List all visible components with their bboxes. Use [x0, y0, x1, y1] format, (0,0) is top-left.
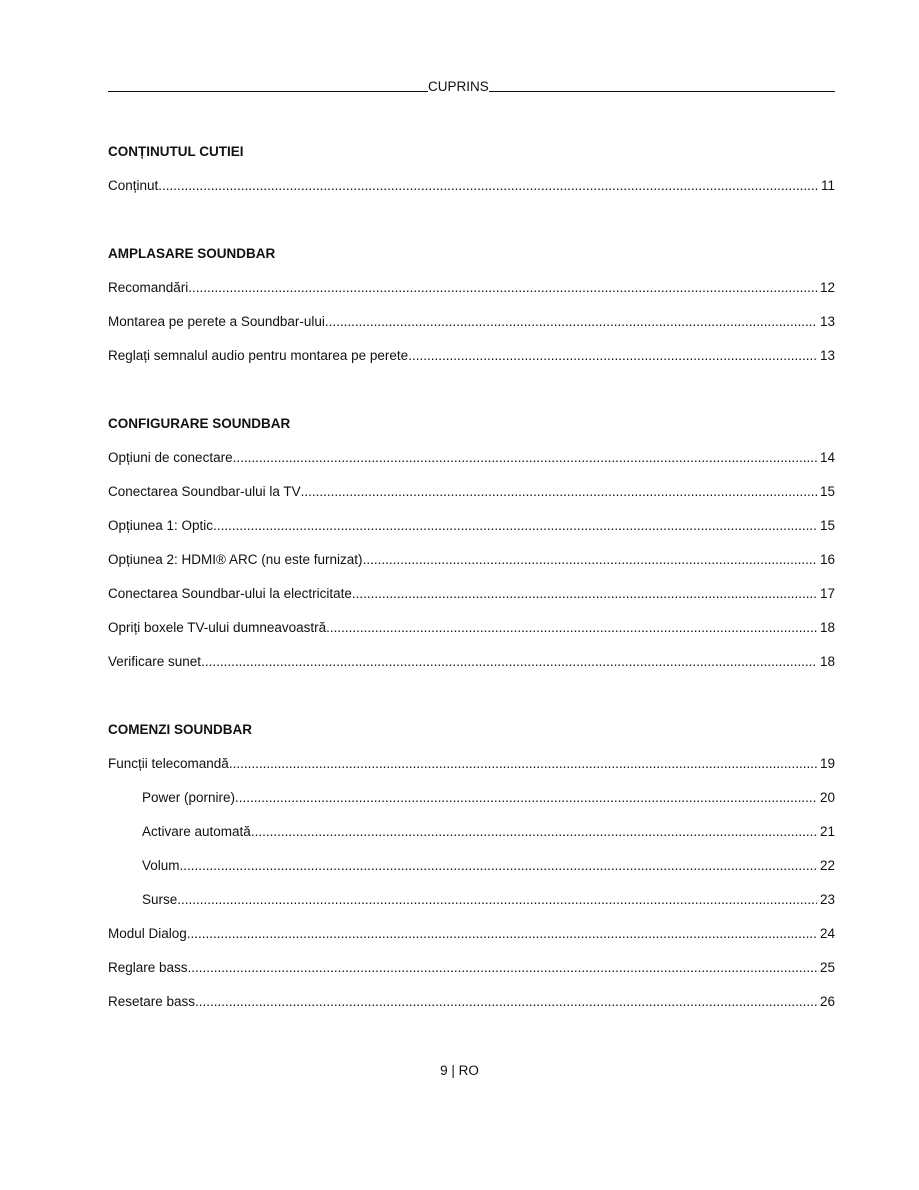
dot-leader	[201, 645, 817, 679]
toc-entry[interactable]	[108, 543, 835, 577]
entry-page-number: 12	[819, 280, 835, 295]
entry-page-number: 24	[819, 926, 835, 941]
entry-label: Verificare sunet	[108, 654, 202, 669]
entry-page-number: 19	[819, 756, 835, 771]
dot-leader	[251, 815, 817, 849]
page-header	[108, 76, 835, 94]
entry-label: Opriți boxele TV-ului dumneavoastră	[108, 620, 327, 635]
entry-label: Resetare bass	[108, 994, 196, 1009]
entry-page-number: 14	[819, 450, 835, 465]
entry-label: Conectarea Soundbar-ului la electricitate	[108, 586, 352, 601]
toc-entry[interactable]	[108, 441, 835, 475]
dot-leader	[325, 305, 817, 339]
dot-leader	[188, 951, 817, 985]
toc-entry[interactable]	[108, 509, 835, 543]
toc-section	[108, 237, 835, 373]
dot-leader	[158, 169, 818, 203]
toc-entry[interactable]	[108, 951, 835, 985]
entry-label: Power (pornire)	[142, 790, 236, 805]
toc-entry[interactable]	[108, 271, 835, 305]
toc-entry[interactable]	[108, 849, 835, 883]
toc-entry[interactable]	[108, 169, 835, 203]
entry-label: Funcții telecomandă	[108, 756, 229, 771]
toc-entry[interactable]	[108, 883, 835, 917]
entry-page-number: 26	[819, 994, 835, 1009]
table-of-contents	[108, 135, 835, 1053]
entry-label: Volum	[142, 858, 180, 873]
toc-entry[interactable]	[108, 611, 835, 645]
entry-label: Conținut	[108, 178, 159, 193]
entry-page-number: 17	[819, 586, 835, 601]
dot-leader	[301, 475, 817, 509]
entry-page-number: 13	[819, 314, 835, 329]
entry-page-number: 20	[819, 790, 835, 805]
entry-page-number: 22	[819, 858, 835, 873]
entry-label: Montarea pe perete a Soundbar-ului	[108, 314, 325, 329]
entry-page-number: 18	[819, 620, 835, 635]
dot-leader	[213, 509, 817, 543]
page-footer: 9 | RO	[440, 1063, 479, 1078]
dot-leader	[363, 543, 817, 577]
dot-leader	[177, 883, 817, 917]
entry-page-number: 23	[819, 892, 835, 907]
dot-leader	[235, 781, 817, 815]
dot-leader	[352, 577, 817, 611]
entry-label: Opțiunea 2: HDMI® ARC (nu este furnizat)	[108, 552, 363, 567]
toc-entry[interactable]	[108, 339, 835, 373]
entry-page-number: 25	[819, 960, 835, 975]
dot-leader	[187, 917, 817, 951]
entry-label: Opțiuni de conectare	[108, 450, 233, 465]
entry-label: Surse	[142, 892, 178, 907]
toc-entry[interactable]	[108, 475, 835, 509]
entry-page-number: 13	[819, 348, 835, 363]
entry-page-number: 18	[819, 654, 835, 669]
dot-leader	[326, 611, 817, 645]
dot-leader	[195, 985, 817, 1019]
dot-leader	[233, 441, 817, 475]
toc-entry[interactable]	[108, 305, 835, 339]
toc-entry[interactable]	[108, 917, 835, 951]
section-heading: COMENZI SOUNDBAR	[108, 722, 252, 737]
entry-page-number: 15	[819, 518, 835, 533]
toc-entry[interactable]	[108, 747, 835, 781]
entry-label: Opțiunea 1: Optic	[108, 518, 214, 533]
section-heading: CONȚINUTUL CUTIEI	[108, 144, 244, 159]
toc-section	[108, 407, 835, 679]
entry-label: Modul Dialog	[108, 926, 187, 941]
dot-leader	[229, 747, 817, 781]
entry-label: Reglare bass	[108, 960, 188, 975]
dot-leader	[180, 849, 817, 883]
entry-label: Recomandări	[108, 280, 189, 295]
entry-page-number: 11	[820, 178, 835, 193]
entry-page-number: 21	[819, 824, 835, 839]
dot-leader	[408, 339, 817, 373]
toc-entry[interactable]	[108, 781, 835, 815]
header-rule-left	[108, 91, 428, 92]
toc-entry[interactable]	[108, 577, 835, 611]
entry-page-number: 15	[819, 484, 835, 499]
entry-label: Reglați semnalul audio pentru montarea pe perete	[108, 348, 409, 363]
toc-entry[interactable]	[108, 645, 835, 679]
entry-label: Conectarea Soundbar-ului la TV	[108, 484, 301, 499]
entry-label: Activare automată	[142, 824, 251, 839]
entry-page-number: 16	[819, 552, 835, 567]
toc-section	[108, 713, 835, 1019]
dot-leader	[188, 271, 817, 305]
section-heading: CONFIGURARE SOUNDBAR	[108, 416, 291, 431]
header-title: CUPRINS	[428, 79, 489, 94]
section-heading: AMPLASARE SOUNDBAR	[108, 246, 276, 261]
toc-entry[interactable]	[108, 815, 835, 849]
toc-section	[108, 135, 835, 203]
toc-entry[interactable]	[108, 985, 835, 1019]
header-rule-right	[489, 91, 835, 92]
